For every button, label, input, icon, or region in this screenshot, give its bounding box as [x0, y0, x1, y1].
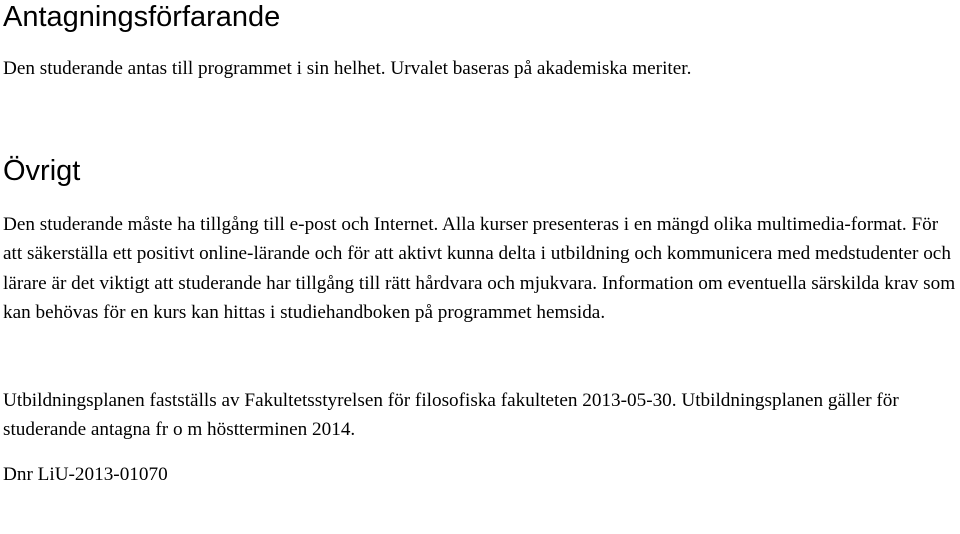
registration-number: Dnr LiU-2013-01070 — [3, 463, 168, 485]
admission-paragraph: Den studerande antas till programmet i sin helhet. Urvalet baseras på akademiska meriter. — [3, 58, 692, 79]
other-paragraph: Den studerande måste ha tillgång till e-post och Internet. Alla kurser presenteras i en mängd olika multimedia-format. För att säkerställa ett positivt online-lärande och för att aktivt kunna delta i utbildning och kommunicera med medstudenter och lärare är det viktigt att studerande har tillgång till rätt hårdvara och mjukvara. Information om eventuella särskilda krav som kan behövas för en kurs kan hittas i studiehandboken på programmet hemsida. — [3, 213, 956, 323]
plan-paragraph: Utbildningsplanen fastställs av Fakultetsstyrelsen för filosofiska fakulteten 2013-05-30. Utbildningsplanen gäller för studerande antagna fr o m höstterminen 2014. — [3, 389, 899, 440]
admission-heading: Antagningsförfarande — [3, 1, 281, 33]
other-heading: Övrigt — [3, 154, 81, 187]
document-page — [3, 0, 958, 489]
